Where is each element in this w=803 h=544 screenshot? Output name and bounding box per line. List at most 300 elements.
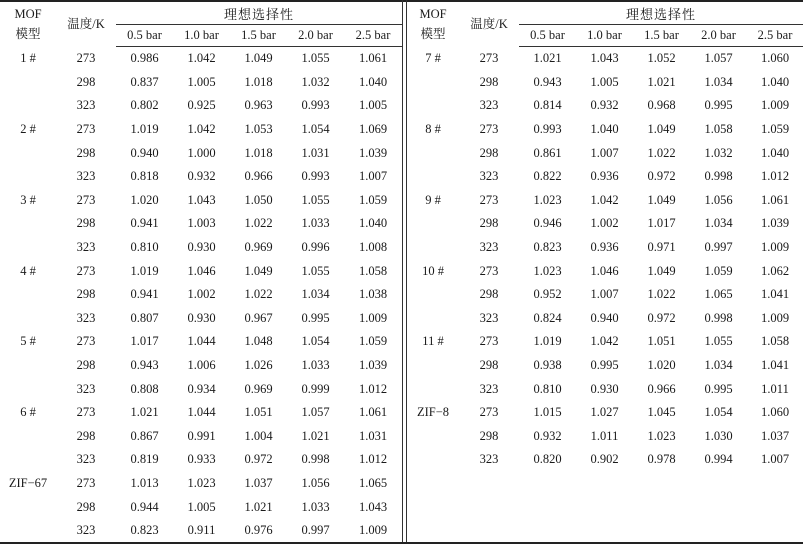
selectivity-value-cell: 1.058 <box>704 122 733 137</box>
table-row <box>0 236 402 260</box>
table-row <box>407 236 803 260</box>
table-row <box>407 118 803 142</box>
table-row <box>0 377 402 401</box>
selectivity-value-cell: 0.810 <box>533 381 562 396</box>
selectivity-value-cell: 0.995 <box>704 98 733 113</box>
selectivity-value-cell: 1.054 <box>301 334 330 349</box>
temperature-cell: 298 <box>76 216 96 231</box>
selectivity-value-cell: 1.057 <box>704 51 733 66</box>
selectivity-value-cell: 0.998 <box>704 310 733 325</box>
selectivity-value-cell: 0.802 <box>130 98 159 113</box>
model-cell <box>0 165 56 189</box>
selectivity-value-cell: 0.814 <box>533 98 562 113</box>
selectivity-value-cell: 0.943 <box>130 358 159 373</box>
selectivity-value-cell: 1.034 <box>704 74 733 89</box>
temperature-cell: 298 <box>76 358 96 373</box>
selectivity-value-cell: 1.007 <box>590 287 619 302</box>
table-row <box>0 47 402 71</box>
selectivity-value-cell: 1.008 <box>358 240 388 255</box>
model-cell <box>0 495 56 519</box>
model-cell: 9 # <box>425 192 441 207</box>
selectivity-value-cell: 1.009 <box>760 310 790 325</box>
selectivity-value-cell: 1.060 <box>760 51 790 66</box>
selectivity-value-cell: 0.994 <box>704 452 733 467</box>
header-pressure: 0.5 bar <box>519 25 576 47</box>
selectivity-value-cell: 0.997 <box>301 523 330 538</box>
table-row <box>407 377 803 401</box>
selectivity-value-cell: 1.059 <box>760 122 790 137</box>
table-row <box>407 165 803 189</box>
selectivity-value-cell: 0.932 <box>533 428 562 443</box>
model-cell: ZIF−67 <box>8 475 48 490</box>
model-cell <box>0 94 56 118</box>
model-cell: 11 # <box>422 334 444 349</box>
selectivity-value-cell: 1.059 <box>358 192 388 207</box>
selectivity-value-cell: 0.867 <box>130 428 159 443</box>
header-selectivity-group: 理想选择性 <box>116 2 402 25</box>
temperature-cell: 273 <box>76 405 96 420</box>
model-cell: 3 # <box>20 192 36 207</box>
table-row <box>0 448 402 472</box>
selectivity-value-cell: 0.941 <box>130 216 159 231</box>
selectivity-value-cell: 1.040 <box>590 122 619 137</box>
selectivity-value-cell: 1.005 <box>358 98 388 113</box>
selectivity-value-cell: 1.022 <box>647 145 676 160</box>
selectivity-value-cell: 1.045 <box>647 405 676 420</box>
selectivity-value-cell: 1.040 <box>760 74 790 89</box>
selectivity-value-cell: 0.933 <box>187 452 216 467</box>
selectivity-value-cell: 1.042 <box>590 192 619 207</box>
selectivity-value-cell: 1.021 <box>130 405 159 420</box>
selectivity-value-cell: 0.822 <box>533 169 562 184</box>
selectivity-value-cell: 0.824 <box>533 310 562 325</box>
model-cell <box>0 448 56 472</box>
temperature-cell: 273 <box>479 122 499 137</box>
header-pressure: 1.5 bar <box>230 25 287 47</box>
selectivity-value-cell: 1.056 <box>704 192 733 207</box>
temperature-cell: 323 <box>76 452 96 467</box>
header-pressure: 2.0 bar <box>690 25 747 47</box>
selectivity-value-cell: 0.934 <box>187 381 216 396</box>
selectivity-value-cell: 1.033 <box>301 499 330 514</box>
selectivity-value-cell: 1.006 <box>187 358 216 373</box>
selectivity-value-cell: 1.012 <box>358 381 388 396</box>
model-cell <box>407 141 459 165</box>
selectivity-value-cell: 1.056 <box>301 475 330 490</box>
table-row <box>407 448 803 472</box>
selectivity-value-cell: 0.966 <box>647 381 676 396</box>
table-row <box>0 189 402 213</box>
table-row <box>0 519 402 543</box>
header-temperature: 温度/K <box>470 17 508 32</box>
selectivity-value-cell: 0.938 <box>533 358 562 373</box>
selectivity-value-cell: 1.009 <box>358 310 388 325</box>
selectivity-value-cell: 1.058 <box>358 263 388 278</box>
model-cell: 8 # <box>425 122 441 137</box>
header-pressure: 0.5 bar <box>116 25 173 47</box>
header-pressure: 2.5 bar <box>344 25 402 47</box>
header-pressure: 2.5 bar <box>747 25 803 47</box>
selectivity-value-cell: 0.837 <box>130 74 159 89</box>
table-row <box>0 71 402 95</box>
temperature-cell: 323 <box>76 310 96 325</box>
model-cell <box>0 354 56 378</box>
selectivity-value-cell: 1.034 <box>704 216 733 231</box>
temperature-cell: 298 <box>479 216 499 231</box>
table-row <box>0 307 402 331</box>
selectivity-value-cell: 0.993 <box>301 169 330 184</box>
table-row <box>407 425 803 449</box>
selectivity-value-cell: 1.065 <box>704 287 733 302</box>
selectivity-value-cell: 1.049 <box>647 192 676 207</box>
temperature-cell: 298 <box>479 74 499 89</box>
temperature-cell: 298 <box>76 287 96 302</box>
selectivity-value-cell: 1.005 <box>187 74 216 89</box>
selectivity-value-cell: 0.966 <box>244 169 273 184</box>
selectivity-value-cell: 1.039 <box>358 145 388 160</box>
selectivity-value-cell: 0.969 <box>244 240 273 255</box>
header-mof-model <box>407 2 459 47</box>
selectivity-value-cell: 1.005 <box>187 499 216 514</box>
selectivity-value-cell: 1.065 <box>358 475 388 490</box>
selectivity-value-cell: 1.017 <box>647 216 676 231</box>
temperature-cell: 273 <box>479 263 499 278</box>
selectivity-value-cell: 1.031 <box>358 428 388 443</box>
selectivity-value-cell: 0.930 <box>187 310 216 325</box>
selectivity-value-cell: 1.031 <box>301 145 330 160</box>
selectivity-value-cell: 1.022 <box>647 287 676 302</box>
table-row <box>0 401 402 425</box>
selectivity-value-cell: 1.002 <box>187 287 216 302</box>
temperature-cell: 273 <box>76 263 96 278</box>
selectivity-value-cell: 0.902 <box>590 452 619 467</box>
selectivity-value-cell: 1.058 <box>760 334 790 349</box>
selectivity-value-cell: 1.039 <box>760 216 790 231</box>
selectivity-value-cell: 1.020 <box>130 192 159 207</box>
selectivity-value-cell: 0.810 <box>130 240 159 255</box>
temperature-cell: 323 <box>76 523 96 538</box>
temperature-cell: 273 <box>479 51 499 66</box>
model-cell <box>407 377 459 401</box>
selectivity-value-cell: 1.023 <box>533 192 562 207</box>
model-cell <box>0 519 56 543</box>
temperature-cell: 273 <box>76 192 96 207</box>
selectivity-value-cell: 1.069 <box>358 122 388 137</box>
selectivity-value-cell: 0.971 <box>647 240 676 255</box>
table-row <box>407 354 803 378</box>
selectivity-value-cell: 1.033 <box>301 216 330 231</box>
selectivity-value-cell: 1.053 <box>244 122 273 137</box>
temperature-cell: 323 <box>479 452 499 467</box>
selectivity-value-cell: 1.023 <box>647 428 676 443</box>
selectivity-value-cell: 1.037 <box>760 428 790 443</box>
selectivity-value-cell: 1.055 <box>301 51 330 66</box>
selectivity-value-cell: 0.940 <box>130 145 159 160</box>
selectivity-value-cell: 1.044 <box>187 334 216 349</box>
model-cell <box>407 212 459 236</box>
header-mof-model <box>0 2 56 47</box>
selectivity-value-cell: 1.060 <box>760 405 790 420</box>
temperature-cell: 298 <box>479 358 499 373</box>
table-row <box>407 71 803 95</box>
table-row <box>407 259 803 283</box>
selectivity-value-cell: 1.019 <box>533 334 562 349</box>
selectivity-value-cell: 0.996 <box>301 240 330 255</box>
selectivity-value-cell: 1.022 <box>244 287 273 302</box>
selectivity-value-cell: 1.019 <box>130 122 159 137</box>
selectivity-value-cell: 0.995 <box>704 381 733 396</box>
selectivity-value-cell: 0.995 <box>590 358 619 373</box>
selectivity-value-cell: 1.023 <box>533 263 562 278</box>
right-table <box>407 2 803 472</box>
selectivity-value-cell: 1.043 <box>590 51 619 66</box>
table-row <box>0 354 402 378</box>
temperature-cell: 273 <box>479 192 499 207</box>
selectivity-value-cell: 0.823 <box>533 240 562 255</box>
right-table-body <box>407 47 803 472</box>
selectivity-value-cell: 1.009 <box>760 240 790 255</box>
temperature-cell: 323 <box>479 381 499 396</box>
selectivity-value-cell: 1.011 <box>761 381 789 396</box>
temperature-cell: 298 <box>479 428 499 443</box>
temperature-cell: 323 <box>479 98 499 113</box>
selectivity-value-cell: 1.000 <box>187 145 216 160</box>
selectivity-value-cell: 1.003 <box>187 216 216 231</box>
model-cell <box>0 141 56 165</box>
selectivity-value-cell: 1.033 <box>301 358 330 373</box>
temperature-cell: 323 <box>76 98 96 113</box>
model-cell: 1 # <box>20 51 36 66</box>
selectivity-value-cell: 1.032 <box>301 74 330 89</box>
selectivity-value-cell: 0.941 <box>130 287 159 302</box>
model-cell: 4 # <box>20 263 36 278</box>
table-row <box>0 165 402 189</box>
selectivity-value-cell: 1.002 <box>590 216 619 231</box>
temperature-cell: 273 <box>76 475 96 490</box>
selectivity-value-cell: 0.998 <box>704 169 733 184</box>
table-row <box>407 330 803 354</box>
selectivity-value-cell: 0.963 <box>244 98 273 113</box>
selectivity-value-cell: 1.040 <box>760 145 790 160</box>
selectivity-value-cell: 0.911 <box>187 523 216 538</box>
temperature-cell: 273 <box>479 405 499 420</box>
selectivity-value-cell: 1.009 <box>760 98 790 113</box>
temperature-cell: 298 <box>76 74 96 89</box>
selectivity-value-cell: 0.925 <box>187 98 216 113</box>
selectivity-value-cell: 1.018 <box>244 145 273 160</box>
selectivity-value-cell: 0.997 <box>704 240 733 255</box>
temperature-cell: 298 <box>479 145 499 160</box>
selectivity-value-cell: 1.051 <box>647 334 676 349</box>
selectivity-value-cell: 0.818 <box>130 169 159 184</box>
temperature-cell: 323 <box>76 169 96 184</box>
selectivity-value-cell: 1.038 <box>358 287 388 302</box>
selectivity-value-cell: 1.061 <box>358 51 388 66</box>
selectivity-value-cell: 0.819 <box>130 452 159 467</box>
selectivity-value-cell: 1.049 <box>647 263 676 278</box>
selectivity-value-cell: 0.952 <box>533 287 562 302</box>
selectivity-value-cell: 0.861 <box>533 145 562 160</box>
table-row <box>407 283 803 307</box>
selectivity-value-cell: 0.969 <box>244 381 273 396</box>
header-selectivity-group: 理想选择性 <box>519 2 803 25</box>
selectivity-value-cell: 1.037 <box>244 475 273 490</box>
model-cell: 6 # <box>20 405 36 420</box>
selectivity-value-cell: 1.021 <box>533 51 562 66</box>
temperature-cell: 273 <box>479 334 499 349</box>
selectivity-value-cell: 0.823 <box>130 523 159 538</box>
selectivity-value-cell: 1.007 <box>358 169 388 184</box>
table-row <box>0 330 402 354</box>
selectivity-value-cell: 1.061 <box>760 192 790 207</box>
selectivity-value-cell: 0.967 <box>244 310 273 325</box>
model-cell <box>407 236 459 260</box>
header-pressure: 2.0 bar <box>287 25 344 47</box>
selectivity-value-cell: 0.993 <box>533 122 562 137</box>
selectivity-value-cell: 1.022 <box>244 216 273 231</box>
selectivity-value-cell: 1.011 <box>590 428 619 443</box>
selectivity-value-cell: 1.040 <box>358 216 388 231</box>
selectivity-value-cell: 1.004 <box>244 428 273 443</box>
model-cell: 5 # <box>20 334 36 349</box>
selectivity-value-cell: 1.052 <box>647 51 676 66</box>
selectivity-value-cell: 1.042 <box>187 122 216 137</box>
selectivity-value-cell: 1.051 <box>244 405 273 420</box>
selectivity-value-cell: 0.944 <box>130 499 159 514</box>
header-pressure: 1.0 bar <box>576 25 633 47</box>
selectivity-value-cell: 1.059 <box>704 263 733 278</box>
selectivity-value-cell: 1.059 <box>358 334 388 349</box>
table-row <box>407 189 803 213</box>
left-table-body <box>0 47 402 543</box>
selectivity-value-cell: 0.820 <box>533 452 562 467</box>
selectivity-value-cell: 1.018 <box>244 74 273 89</box>
model-cell: 7 # <box>425 51 441 66</box>
selectivity-value-cell: 1.019 <box>130 263 159 278</box>
table-row <box>0 425 402 449</box>
selectivity-value-cell: 1.054 <box>704 405 733 420</box>
selectivity-value-cell: 0.930 <box>590 381 619 396</box>
model-cell: ZIF−8 <box>416 405 450 420</box>
selectivity-value-cell: 1.023 <box>187 475 216 490</box>
selectivity-value-cell: 1.021 <box>301 428 330 443</box>
selectivity-value-cell: 1.009 <box>358 523 388 538</box>
temperature-cell: 298 <box>76 499 96 514</box>
selectivity-value-cell: 1.042 <box>187 51 216 66</box>
header-mof-line1: MOF <box>14 7 42 22</box>
selectivity-value-cell: 0.968 <box>647 98 676 113</box>
selectivity-value-cell: 1.055 <box>301 192 330 207</box>
table-row <box>0 118 402 142</box>
selectivity-value-cell: 0.943 <box>533 74 562 89</box>
model-cell <box>407 425 459 449</box>
selectivity-value-cell: 1.013 <box>130 475 159 490</box>
header-mof-line2: 模型 <box>15 27 41 42</box>
table-row <box>0 212 402 236</box>
selectivity-value-cell: 1.021 <box>647 74 676 89</box>
temperature-cell: 323 <box>479 240 499 255</box>
selectivity-value-cell: 0.976 <box>244 523 273 538</box>
selectivity-value-cell: 1.007 <box>590 145 619 160</box>
selectivity-value-cell: 1.042 <box>590 334 619 349</box>
temperature-cell: 298 <box>479 287 499 302</box>
selectivity-value-cell: 0.993 <box>301 98 330 113</box>
selectivity-value-cell: 1.048 <box>244 334 273 349</box>
selectivity-value-cell: 0.808 <box>130 381 159 396</box>
selectivity-value-cell: 1.007 <box>760 452 790 467</box>
selectivity-value-cell: 1.043 <box>187 192 216 207</box>
selectivity-value-cell: 1.034 <box>704 358 733 373</box>
selectivity-value-cell: 1.046 <box>187 263 216 278</box>
model-cell <box>0 425 56 449</box>
table-row <box>407 141 803 165</box>
selectivity-value-cell: 0.946 <box>533 216 562 231</box>
temperature-cell: 273 <box>76 122 96 137</box>
temperature-cell: 323 <box>76 240 96 255</box>
header-pressure: 1.5 bar <box>633 25 690 47</box>
selectivity-value-cell: 1.032 <box>704 145 733 160</box>
selectivity-value-cell: 1.050 <box>244 192 273 207</box>
selectivity-value-cell: 1.062 <box>760 263 790 278</box>
selectivity-value-cell: 1.057 <box>301 405 330 420</box>
selectivity-value-cell: 0.978 <box>647 452 676 467</box>
selectivity-value-cell: 0.932 <box>187 169 216 184</box>
selectivity-value-cell: 1.043 <box>358 499 388 514</box>
selectivity-value-cell: 0.991 <box>187 428 216 443</box>
temperature-cell: 323 <box>76 381 96 396</box>
selectivity-value-cell: 1.049 <box>647 122 676 137</box>
left-table <box>0 2 402 542</box>
selectivity-value-cell: 1.041 <box>760 358 790 373</box>
selectivity-value-cell: 0.936 <box>590 240 619 255</box>
model-cell <box>0 212 56 236</box>
selectivity-value-cell: 1.061 <box>358 405 388 420</box>
selectivity-value-cell: 1.021 <box>244 499 273 514</box>
temperature-cell: 273 <box>76 334 96 349</box>
selectivity-value-cell: 1.012 <box>760 169 790 184</box>
table-row <box>407 94 803 118</box>
temperature-cell: 298 <box>76 145 96 160</box>
model-cell <box>407 71 459 95</box>
selectivity-value-cell: 0.998 <box>301 452 330 467</box>
selectivity-value-cell: 1.017 <box>130 334 159 349</box>
selectivity-value-cell: 1.015 <box>533 405 562 420</box>
selectivity-value-cell: 1.041 <box>760 287 790 302</box>
table-row <box>0 495 402 519</box>
table-row <box>0 141 402 165</box>
selectivity-value-cell: 1.046 <box>590 263 619 278</box>
model-cell <box>0 71 56 95</box>
selectivity-value-cell: 0.936 <box>590 169 619 184</box>
model-cell <box>407 354 459 378</box>
selectivity-value-cell: 1.055 <box>301 263 330 278</box>
header-temperature: 温度/K <box>67 17 105 32</box>
selectivity-value-cell: 1.034 <box>301 287 330 302</box>
model-cell: 2 # <box>20 122 36 137</box>
table-row <box>0 94 402 118</box>
model-cell <box>0 307 56 331</box>
model-cell <box>0 377 56 401</box>
selectivity-value-cell: 0.986 <box>130 51 159 66</box>
selectivity-value-cell: 0.999 <box>301 381 330 396</box>
selectivity-value-cell: 1.030 <box>704 428 733 443</box>
temperature-cell: 323 <box>479 310 499 325</box>
selectivity-value-cell: 1.055 <box>704 334 733 349</box>
temperature-cell: 273 <box>76 51 96 66</box>
model-cell <box>0 236 56 260</box>
model-cell: 10 # <box>422 263 444 278</box>
selectivity-value-cell: 1.020 <box>647 358 676 373</box>
